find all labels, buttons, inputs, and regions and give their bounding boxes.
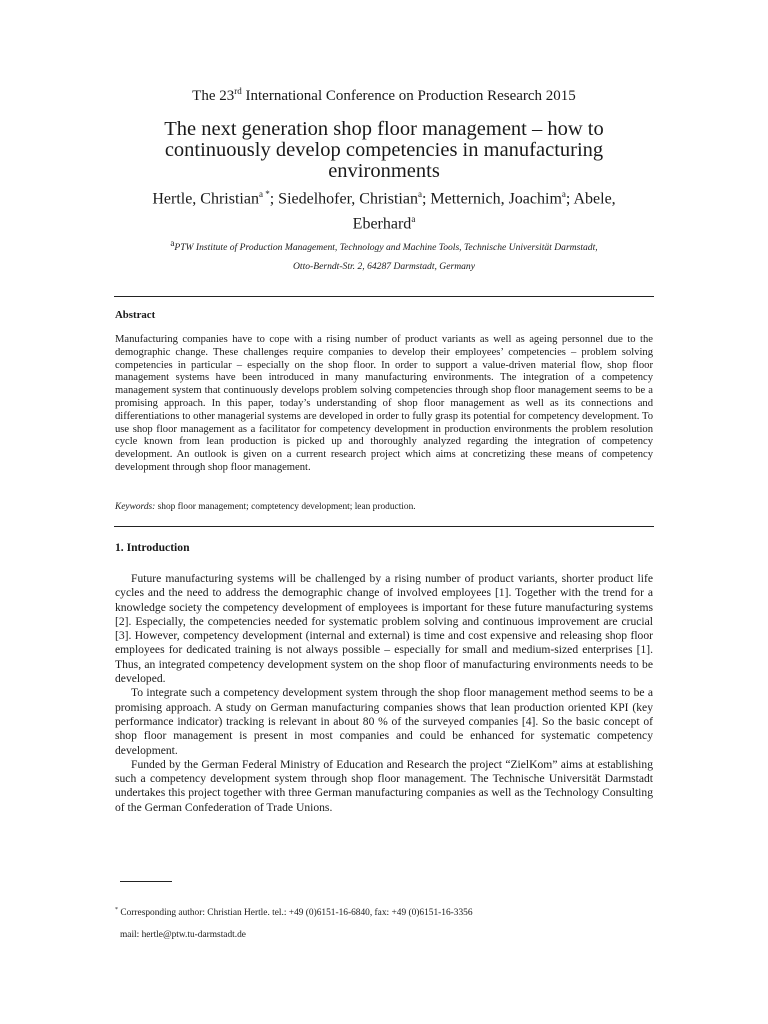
affiliation-address: Otto-Berndt-Str. 2, 64287 Darmstadt, Germany (292, 261, 475, 273)
author-name: ; Siedelhofer, Christian (269, 190, 418, 208)
author-name: ; Metternich, Joachim (421, 190, 562, 208)
author-affil-mark: a (561, 189, 566, 199)
author-name: ; Abele, Eberhard (352, 190, 616, 233)
footnote-marker: * (115, 907, 118, 913)
affiliation-line-1 (110, 234, 658, 257)
conference-line (0, 86, 768, 105)
affiliation-mark: a (170, 238, 175, 248)
footnote-line-1 (115, 899, 653, 924)
author-name: Hertle, Christian (152, 190, 259, 208)
footnote (115, 899, 653, 946)
author-affil-mark: a (411, 214, 416, 225)
abstract-heading: Abstract (115, 309, 156, 321)
abstract-top-rule (114, 296, 654, 297)
paragraph: To integrate such a competency development system through the shop floor management method seems to be a promising approach. A study on German manufacturing companies shows that lean production oriented KPI (key performance indicator) tracking is relevant in about 80 % of the surveyed companies [4]. So the basic concept of shop floor management is present in most companies and could be enhanced for systematic competency development. (115, 686, 653, 757)
affiliation (110, 234, 658, 276)
conference-name: International Conference on Production Research 2015 (241, 88, 576, 104)
author-affil-mark: a (417, 189, 422, 199)
keywords-list: shop floor management; comptetency development; lean production. (155, 502, 416, 512)
conference-ordinal: rd (234, 86, 242, 96)
author-affil-mark: a * (258, 189, 270, 199)
author-list (120, 184, 648, 235)
corresponding-author: Corresponding author: Christian Hertle. tel.: +49 (0)6151-16-6840, fax: +49 (0)6151-16-3356 (118, 908, 473, 919)
abstract-text: Manufacturing companies have to cope with a rising number of product variants as well as ageing personnel due to the demographic change. These challenges require companies to develop their employees’ competencies – problem solving competencies in particular – especially on the shop floor. In order to support a value-driven material flow, shop floor management systems have been introduced in many manufacturing environments. The integration of a competency management system that continuously develops problem solving competencies through shop floor management seems to be a promising approach. In this paper, today’s understanding of shop floor management as well as its connections and differentiations to other managerial systems are developed in order to fully grasp its potential for competency development. To use shop floor management as a facilitator for competency development in production environments the problem resolution cycle known from lean production is picked up and thoroughly analyzed regarding the integration of competency development. An outlook is given on a current research project which aims at concretizing these means of competency development through shop floor management. (115, 334, 653, 473)
footnote-rule (120, 881, 172, 882)
section-heading-introduction: 1. Introduction (115, 541, 190, 554)
keywords-label: Keywords: (115, 502, 156, 512)
paper-title: The next generation shop floor management – how to continuously develop competencies in manufacturing environments (164, 118, 604, 182)
conference-text: The 23 (192, 88, 235, 104)
introduction-body (115, 572, 653, 815)
keywords (115, 502, 653, 512)
abstract-bottom-rule (114, 526, 654, 527)
author-email: mail: hertle@ptw.tu-darmstadt.de (120, 930, 246, 941)
paragraph: Future manufacturing systems will be challenged by a rising number of product variants, shorter product life cycles and the need to address the demographic change of involved employees [1]. Together with the trend for a knowledge society the competency development of employees is important for these future manufacturing systems [2]. Especially, the competencies needed for systematic problem solving and continuous improvement are crucial [3]. However, competency development (internal and external) is time and cost expensive and releasing shop floor employees for dedicated training is not always possible – especially for small and medium-sized enterprises [1]. Thus, an integrated competency development system on the shop floor of manufacturing environments needs to be developed. (115, 572, 653, 686)
paragraph: Funded by the German Federal Ministry of Education and Research the project “ZielKom” aims at establishing such a competency development system through shop floor management. The Technische Universität Darmstadt undertakes this project together with three German manufacturing companies as well as the Technology Consulting of the German Confederation of Trade Unions. (115, 757, 653, 814)
affiliation-institute: PTW Institute of Production Management, Technology and Machine Tools, Technische Universität Darmstadt, (174, 242, 598, 254)
